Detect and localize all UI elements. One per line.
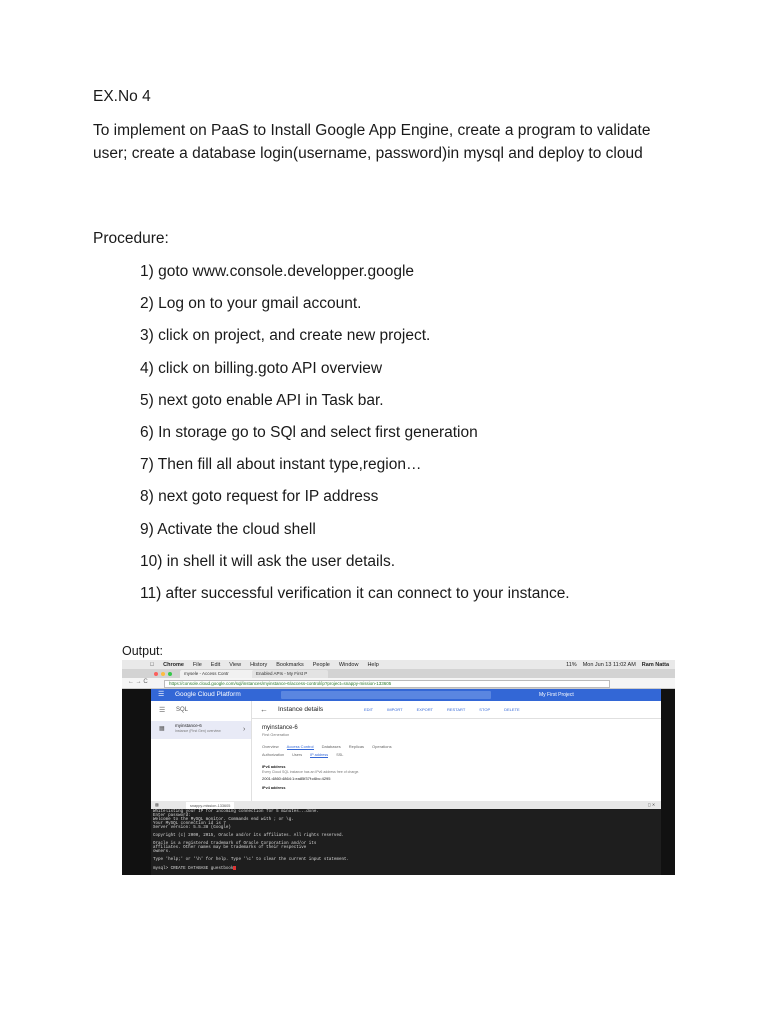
menu-view: View xyxy=(225,661,237,668)
menu-window: Window xyxy=(334,661,355,668)
hamburger-icon: ☰ xyxy=(158,691,165,698)
tab-databases: Databases xyxy=(321,744,341,749)
ipv6-description: Every Cloud SQL instance has an IPv6 address free of charge. xyxy=(262,770,360,774)
browser-tab: mysele - Access Contr xyxy=(180,670,256,678)
edit-action: EDIT xyxy=(364,707,374,712)
tab-replicas: Replicas xyxy=(348,744,365,749)
gcp-search-box xyxy=(281,691,491,699)
apple-icon xyxy=(150,662,154,668)
step-item: 10) in shell it will ask the user details. xyxy=(140,552,396,570)
browser-tab: Enabled APIs - My First P xyxy=(252,670,328,678)
step-item: 1) goto www.console.developper.google xyxy=(140,263,415,280)
terminal-prompt-line xyxy=(153,866,236,871)
exercise-number: EX.No 4 xyxy=(93,88,151,105)
access-subtabs xyxy=(262,753,343,758)
menu-help: Help xyxy=(363,661,375,668)
instance-icon: ▦ xyxy=(159,726,165,732)
battery-text: 11% xyxy=(566,661,577,668)
gcp-header xyxy=(151,689,661,701)
browser-tab-bar xyxy=(122,669,675,678)
terminal-line: affiliates. Other names may be trademarks of their respective xyxy=(153,846,307,850)
step-item: 4) click on billing.goto API overview xyxy=(140,359,383,377)
shell-tab: snappy-mission-133605 xyxy=(186,802,234,809)
output-screenshot xyxy=(122,660,675,875)
cloud-shell-bar xyxy=(151,801,661,809)
terminal-line: Type 'help;' or '\h' for help. Type '\c' to clear the current input statement. xyxy=(153,858,350,862)
instance-header xyxy=(252,701,661,719)
instance-main xyxy=(252,701,661,801)
tab-access-control: Access Control xyxy=(286,744,314,749)
back-arrow-icon: ← xyxy=(260,705,268,714)
menu-history: History xyxy=(245,661,264,668)
sql-stack-icon: ☰ xyxy=(159,707,166,714)
procedure-steps xyxy=(140,262,570,616)
sidebar-instance-name: myinstance-6 xyxy=(175,723,202,728)
sidebar-sql-label: SQL xyxy=(176,707,189,713)
menu-chrome: Chrome xyxy=(159,661,180,668)
minimize-dot-icon xyxy=(161,672,165,676)
clock-text: Mon Jun 13 11:02 AM xyxy=(582,661,636,668)
terminal-line: Server version: 5.5.38 (Google) xyxy=(153,826,231,830)
menu-edit: Edit xyxy=(206,661,217,668)
tab-ip-address: IP address xyxy=(310,753,329,757)
ipv4-heading: IPv4 address xyxy=(262,786,286,790)
url-field: https://console.cloud.google.com/sql/instances/myinstance-6/access-control/ip?project=snappy-mission-133605 xyxy=(164,680,610,688)
terminal-line: Enter password: xyxy=(153,814,191,818)
menu-people: People xyxy=(308,661,326,668)
terminal-line: owners. xyxy=(153,850,171,854)
instance-name: myinstance-6 xyxy=(262,725,298,731)
zoom-dot-icon xyxy=(168,672,172,676)
project-selector: My First Project xyxy=(539,692,574,698)
instance-tabs xyxy=(262,744,392,750)
terminal-icon: ▩ xyxy=(155,803,159,807)
terminal-line: Oracle is a registered trademark of Oracle Corporation and/or its xyxy=(153,842,317,846)
stop-action: STOP xyxy=(479,707,491,712)
terminal-prompt: mysql> CREATE DATABASE guestbook xyxy=(153,867,234,872)
tab-operations: Operations xyxy=(372,744,392,749)
step-item: 2) Log on to your gmail account. xyxy=(140,295,362,313)
export-action: EXPORT xyxy=(416,707,433,712)
step-item: 6) In storage go to SQl and select first generation xyxy=(140,423,478,441)
menu-file: File xyxy=(188,661,198,668)
gcp-body xyxy=(151,701,661,801)
step-item: 3) click on project, and create new project. xyxy=(140,327,431,345)
step-item: 5) next goto enable API in Task bar. xyxy=(140,391,384,409)
delete-action: DELETE xyxy=(504,707,520,712)
cursor xyxy=(233,866,236,870)
window-controls xyxy=(154,672,172,676)
sql-sidebar xyxy=(151,701,252,801)
terminal-line: Copyright (c) 2000, 2015, Oracle and/or its affiliates. All rights reserved. xyxy=(153,834,344,838)
terminal-line: Welcome to the MySQL monitor. Commands end with ; or \g. xyxy=(153,818,294,822)
gcp-title: Google Cloud Platform xyxy=(175,691,241,698)
restart-action: RESTART xyxy=(446,707,466,712)
output-label: Output: xyxy=(122,644,163,658)
step-item: 9) Activate the cloud shell xyxy=(140,520,316,538)
menu-bookmarks: Bookmarks xyxy=(272,661,300,668)
terminal-line: Whitelisting your IP for incoming connection for 5 minutes...done. xyxy=(153,810,319,814)
terminal-line: Your MySQL connection id is 7 xyxy=(153,822,226,826)
tab-users: Users xyxy=(292,753,303,757)
user-name: Ram Natta xyxy=(641,661,669,668)
step-item: 8) next goto request for IP address xyxy=(140,488,379,506)
nav-arrows-icon: ← → C xyxy=(128,679,148,685)
ipv6-value: 2001:4860:4864:1:ea85f37f:c6bc:4295 xyxy=(262,776,331,781)
chevron-right-icon: › xyxy=(243,726,246,733)
import-action: IMPORT xyxy=(387,707,403,712)
sidebar-instance-sub: Instance (First Gen) overview xyxy=(175,729,221,733)
close-dot-icon xyxy=(154,672,158,676)
step-item: 7) Then fill all about instant type,region… xyxy=(140,456,422,474)
instance-generation: First Generation xyxy=(262,733,290,737)
aim-paragraph: To implement on PaaS to Install Google App Engine, create a program to validate user; create a database login(username, password)in mysql and deploy to cloud xyxy=(93,122,651,162)
shell-window-icons: ◻ ✕ xyxy=(647,803,655,807)
mac-menubar xyxy=(122,660,675,669)
step-item: 11) after successful verification it can connect to your instance. xyxy=(140,584,570,602)
ipv6-heading: IPv6 address xyxy=(262,765,286,769)
tab-ssl: SSL xyxy=(336,753,344,757)
tab-authorization: Authorization xyxy=(262,753,285,757)
instance-actions xyxy=(364,707,520,712)
sidebar-instance-item xyxy=(151,721,251,739)
tab-overview: Overview xyxy=(262,744,279,749)
instance-details-title: Instance details xyxy=(278,706,324,713)
procedure-heading: Procedure: xyxy=(93,230,169,247)
terminal xyxy=(151,809,661,875)
address-bar xyxy=(122,678,675,689)
